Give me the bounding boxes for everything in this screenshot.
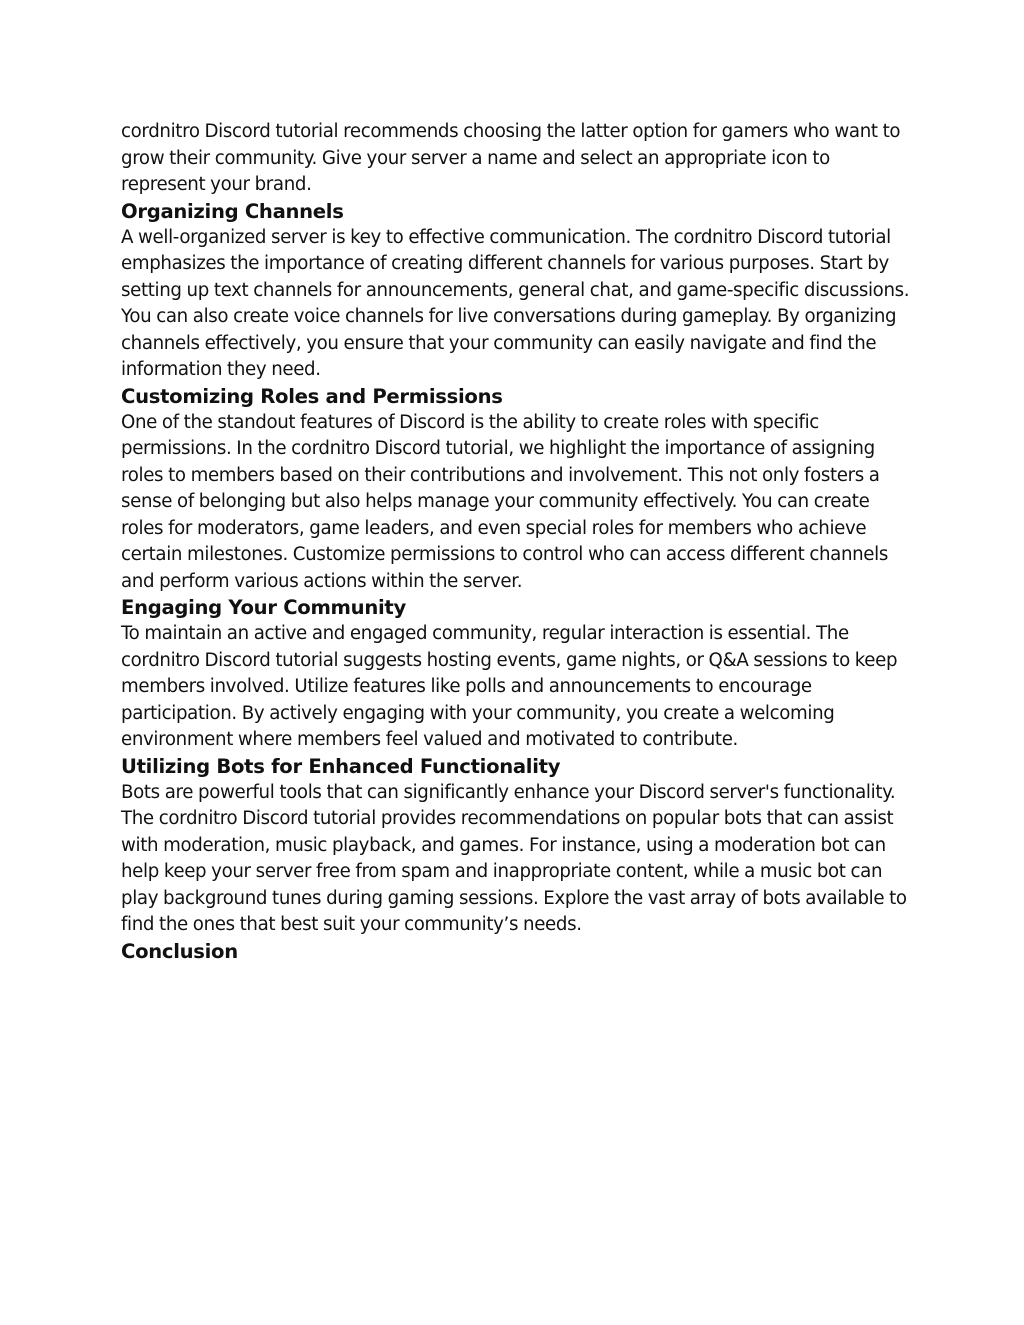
intro-paragraph: cordnitro Discord tutorial recommends choosing the latter option for gamers who want to grow their community. Give your server a name and select an appropriate icon to represent your brand. — [121, 121, 901, 195]
section-heading-customizing-roles: Customizing Roles and Permissions — [121, 384, 503, 408]
section-paragraph-engaging-community: To maintain an active and engaged community, regular interaction is essential. The cordnitro Discord tutorial suggests hosting events, game nights, or Q&A sessions to keep members involved. Utilize features like polls and announcements to encourage participation. By actively engaging with your community, you create a welcoming environment where members feel valued and motivated to contribute. — [121, 623, 898, 750]
document-page — [121, 119, 911, 965]
section-paragraph-customizing-roles: One of the standout features of Discord is the ability to create roles with specific permissions. In the cordnitro Discord tutorial, we highlight the importance of assigning roles to members based on their contributions and involvement. This not only fosters a sense of belonging but also helps manage your community effectively. You can create roles for moderators, game leaders, and even special roles for members who achieve certain milestones. Customize permissions to control who can access different channels and perform various actions within the server. — [121, 411, 888, 592]
section-heading-engaging-community: Engaging Your Community — [121, 596, 406, 619]
section-heading-utilizing-bots: Utilizing Bots for Enhanced Functionality — [121, 754, 561, 778]
section-heading-conclusion: Conclusion — [121, 939, 238, 963]
section-heading-organizing-channels: Organizing Channels — [121, 199, 344, 223]
section-paragraph-organizing-channels: A well-organized server is key to effective communication. The cordnitro Discord tutorial emphasizes the importance of creating different channels for various purposes. Start by setting up text channels for announcements, general chat, and game-specific discussions. You can also create voice channels for live conversations during gameplay. By organizing channels effectively, you ensure that your community can easily navigate and find the information they need. — [121, 226, 910, 380]
section-paragraph-utilizing-bots: Bots are powerful tools that can significantly enhance your Discord server's functionality. The cordnitro Discord tutorial provides recommendations on popular bots that can assist with moderation, music playback, and games. For instance, using a moderation bot can help keep your server free from spam and inappropriate content, while a music bot can play background tunes during gaming sessions. Explore the vast array of bots available to find the ones that best suit your community’s needs. — [121, 781, 907, 935]
